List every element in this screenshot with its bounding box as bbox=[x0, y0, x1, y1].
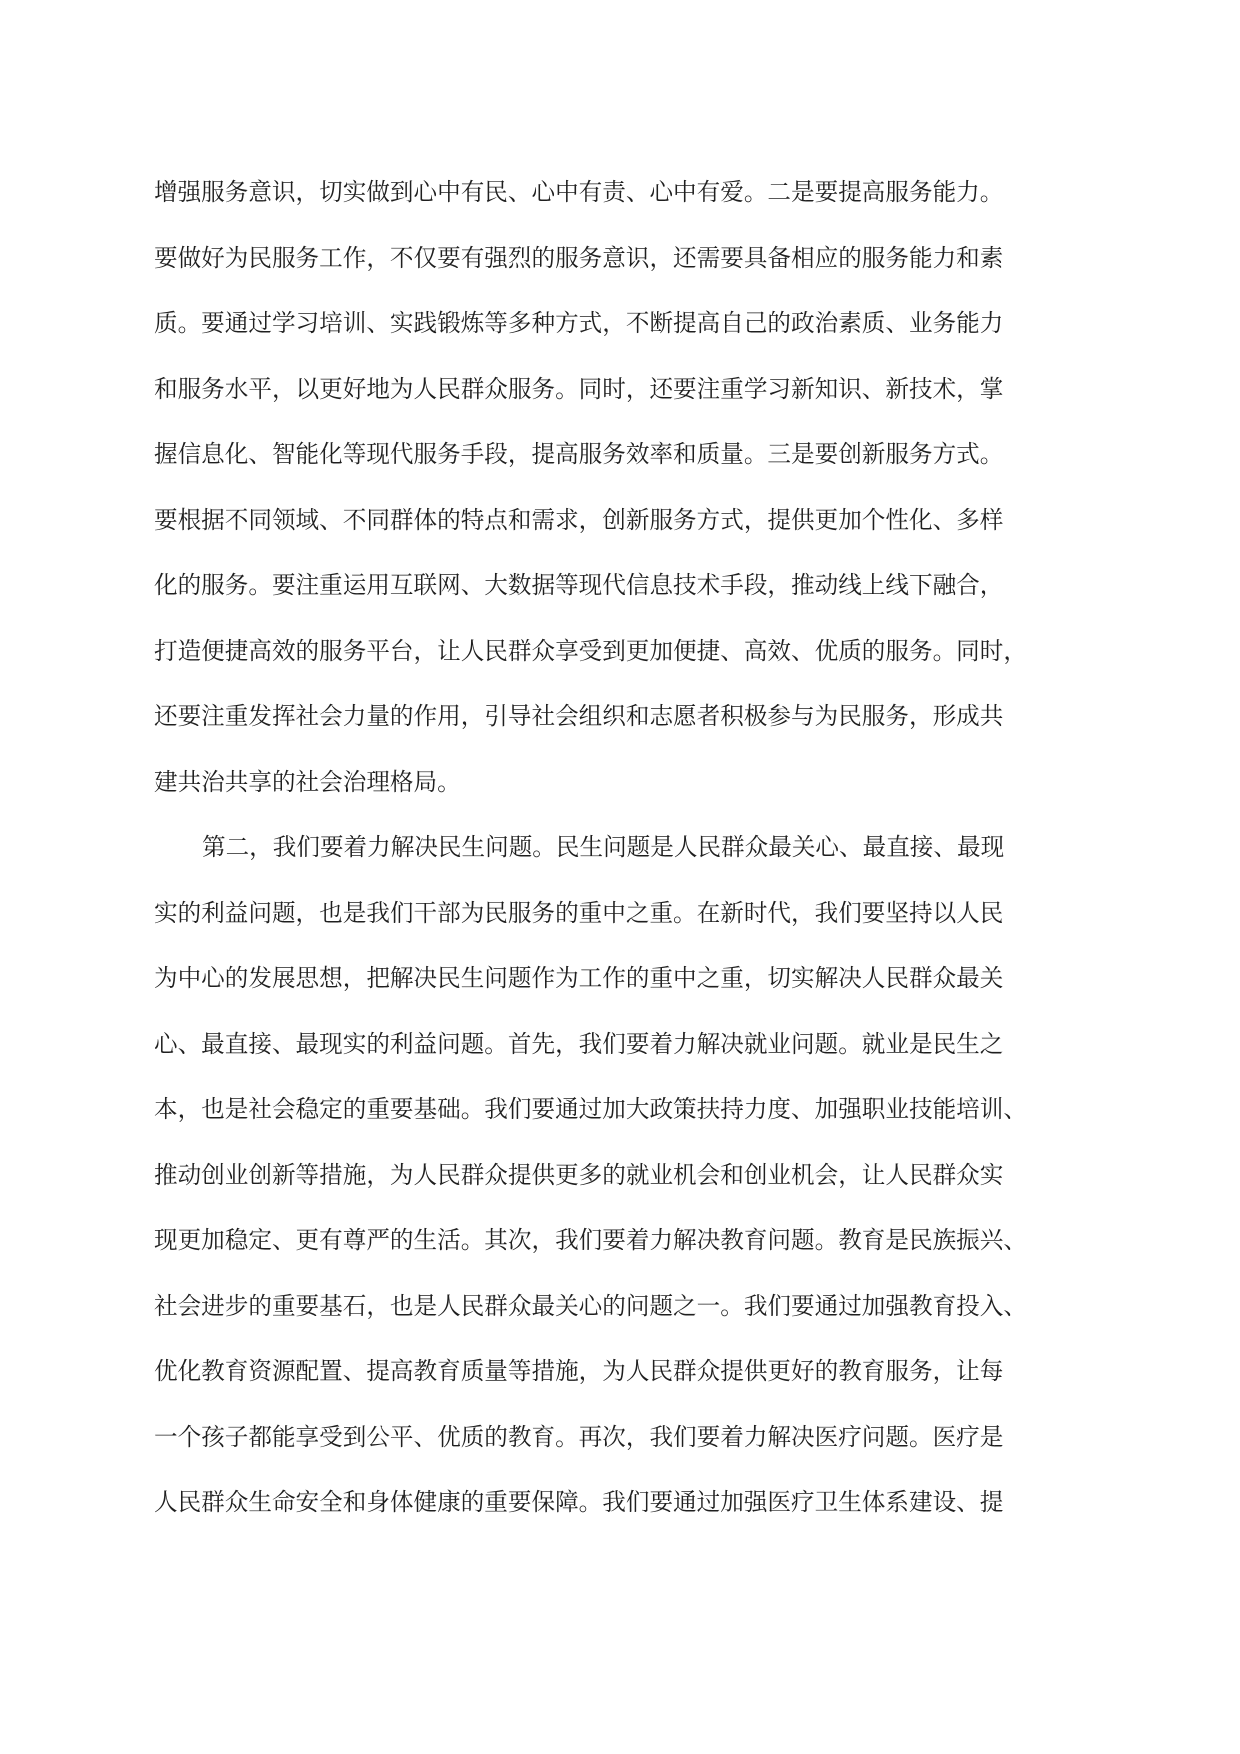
text-line: 化的服务。要注重运用互联网、大数据等现代信息技术手段，推动线上线下融合， bbox=[154, 571, 1004, 599]
text-line: 要根据不同领域、不同群体的特点和需求，创新服务方式，提供更加个性化、多样 bbox=[154, 505, 1004, 534]
text-line: 建共治共享的社会治理格局。 bbox=[154, 767, 461, 796]
text-line: 和服务水平，以更好地为人民群众服务。同时，还要注重学习新知识、新技术，掌 bbox=[154, 374, 1004, 403]
text-line: 打造便捷高效的服务平台，让人民群众享受到更加便捷、高效、优质的服务。同时， bbox=[154, 636, 1027, 665]
text-line: 推动创业创新等措施，为人民群众提供更多的就业机会和创业机会，让人民群众实 bbox=[154, 1160, 1004, 1189]
text-line: 现更加稳定、更有尊严的生活。其次，我们要着力解决教育问题。教育是民族振兴、 bbox=[154, 1226, 1027, 1254]
text-line: 还要注重发挥社会力量的作用，引导社会组织和志愿者积极参与为民服务，形成共 bbox=[154, 702, 1004, 730]
text-line: 为中心的发展思想，把解决民生问题作为工作的重中之重，切实解决人民群众最关 bbox=[154, 964, 1004, 992]
text-line: 社会进步的重要基石，也是人民群众最关心的问题之一。我们要通过加强教育投入、 bbox=[154, 1291, 1027, 1320]
text-line: 人民群众生命安全和身体健康的重要保障。我们要通过加强医疗卫生体系建设、提 bbox=[154, 1488, 1004, 1516]
text-line: 要做好为民服务工作，不仅要有强烈的服务意识，还需要具备相应的服务能力和素 bbox=[154, 243, 1004, 272]
text-line-indented: 第二，我们要着力解决民生问题。民生问题是人民群众最关心、最直接、最现 bbox=[202, 833, 1005, 861]
paragraph-1 bbox=[154, 168, 1086, 823]
text-line: 优化教育资源配置、提高教育质量等措施，为人民群众提供更好的教育服务，让每 bbox=[154, 1357, 1004, 1385]
text-line: 握信息化、智能化等现代服务手段，提高服务效率和质量。三是要创新服务方式。 bbox=[154, 440, 1004, 468]
text-line: 本，也是社会稳定的重要基础。我们要通过加大政策扶持力度、加强职业技能培训、 bbox=[154, 1095, 1027, 1123]
text-line: 实的利益问题，也是我们干部为民服务的重中之重。在新时代，我们要坚持以人民 bbox=[154, 898, 1004, 927]
text-line: 一个孩子都能享受到公平、优质的教育。再次，我们要着力解决医疗问题。医疗是 bbox=[154, 1422, 1004, 1451]
body-text bbox=[154, 168, 1086, 1544]
text-line: 质。要通过学习培训、实践锻炼等多种方式，不断提高自己的政治素质、业务能力 bbox=[154, 309, 1004, 337]
text-line: 增强服务意识，切实做到心中有民、心中有责、心中有爱。二是要提高服务能力。 bbox=[154, 178, 1004, 206]
text-line: 心、最直接、最现实的利益问题。首先，我们要着力解决就业问题。就业是民生之 bbox=[154, 1029, 1004, 1058]
paragraph-2 bbox=[154, 823, 1086, 1544]
